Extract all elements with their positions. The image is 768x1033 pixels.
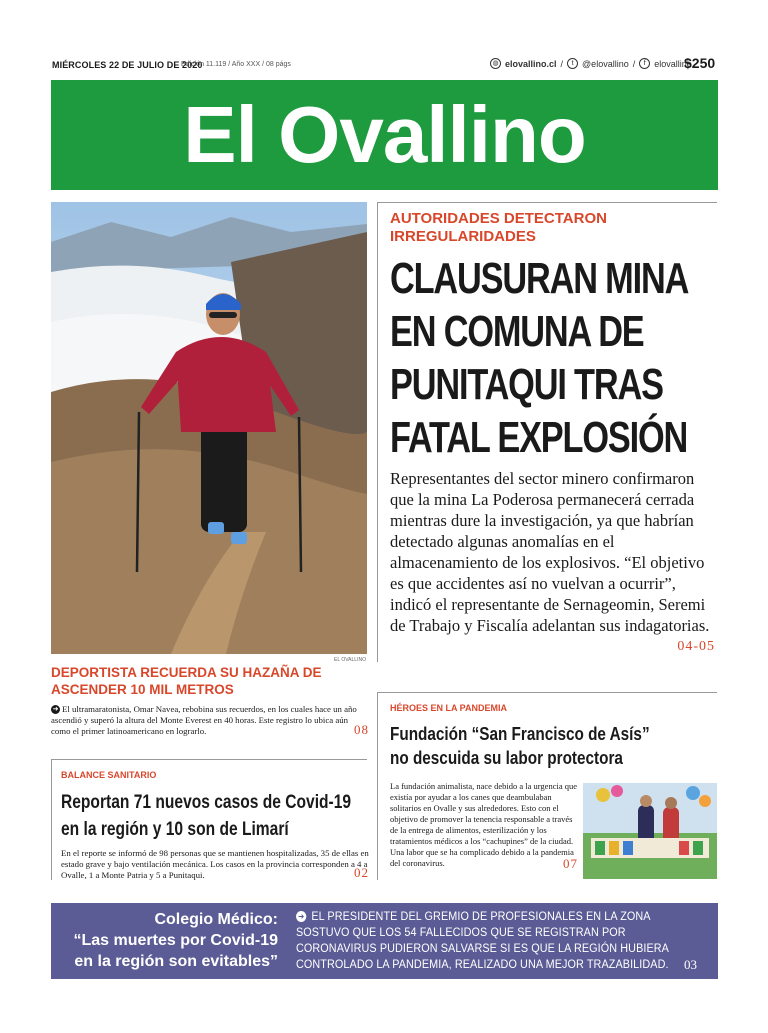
athlete-body: El ultramaratonista, Omar Navea, rebobina sus recuerdos, en los cuales hace un año ascendió y superó la altura del Monte Everest en 40 horas. Este registro lo ubica aún como el primer latinoamericano en lograrlo.: [51, 704, 357, 736]
covid-headline-line: Reportan 71 nuevos casos de Covid-19: [61, 792, 352, 813]
covid-kicker: BALANCE SANITARIO: [61, 770, 157, 780]
banner-page-ref[interactable]: 03: [684, 957, 697, 972]
lead-body-text: Representantes del sector minero confirmaron que la mina La Poderosa permanecerá cerrada mientras dure la investigación, ya que habrían detectado algunas anomalías en el almacenamiento de los explosivos. “El objetivo es que accidentes así no vuelvan a ocurrir”, indicó el representante de Sernageomin, Seremi de Trabajo y Fiscalía adelantan sus indagatorias.: [390, 469, 710, 635]
lead-kicker: [390, 210, 710, 246]
arrow-right-icon: ➜: [297, 912, 305, 922]
athlete-headline[interactable]: DEPORTISTA RECUERDA SU HAZAÑA DE ASCENDER 10 MIL METROS: [51, 665, 322, 697]
website-link[interactable]: elovallino.cl: [505, 58, 557, 69]
covid-headline[interactable]: [61, 789, 373, 843]
foundation-body: [390, 781, 578, 869]
covid-headline-line: en la región y 10 son de Limarí: [61, 819, 289, 840]
foundation-headline[interactable]: [390, 722, 671, 770]
social-links: ◍ elovallino.cl / t @elovallino / f elovallino: [490, 58, 692, 69]
lead-headline-line: CLAUSURAN MINA: [390, 254, 689, 303]
lead-divider-vertical: [377, 202, 378, 662]
covid-body: [61, 848, 369, 881]
covid-divider: [51, 759, 367, 760]
lead-kicker-line: AUTORIDADES DETECTARON: [390, 210, 607, 227]
lead-divider: [377, 202, 717, 203]
lead-headline-line: PUNITAQUI TRAS: [390, 360, 663, 409]
facebook-icon: f: [639, 58, 650, 69]
masthead: [51, 80, 718, 190]
banner-headline-line: Colegio Médico:: [154, 911, 278, 928]
foundation-headline-line: Fundación “San Francisco de Asís”: [390, 724, 650, 744]
foundation-headline-line: no descuida su labor protectora: [390, 748, 623, 768]
edition-info: Edición 11.119 / Año XXX / 08 págs: [181, 61, 291, 68]
lead-page-ref[interactable]: 04-05: [677, 639, 715, 654]
newspaper-title: El Ovallino: [183, 90, 586, 179]
athlete-photo[interactable]: [51, 202, 367, 654]
lead-headline-line: EN COMUNA DE: [390, 307, 644, 356]
lead-body: [390, 468, 715, 657]
foundation-page-ref[interactable]: 07: [563, 856, 578, 871]
facebook-handle[interactable]: elovallino: [654, 58, 692, 69]
covid-divider-vertical: [51, 759, 52, 880]
price: $250: [684, 55, 716, 71]
athlete-page-ref[interactable]: 08: [354, 722, 369, 737]
foundation-body-text: La fundación animalista, nace debido a la urgencia que existía por ayudar a los canes que deambulaban solitarios en Ovalle y sus alrededores. Esto con el objetivo de promover la tenencia responsable a través de la entrega de alimentos, esterilización y los tratamientos médicos a los “cachupines” de la ciudad. Una labor que se ha complicado debido a la pandemia del coronavirus.: [390, 781, 577, 868]
foundation-illustration: [583, 783, 717, 879]
issue-date: MIÉRCOLES 22 DE JULIO DE 2020: [52, 60, 203, 70]
covid-body-text: En el reporte se informó de 98 personas que se mantienen hospitalizadas, 35 de ellas en estado grave y bajo ventilación mecánica. Los casos en la provincia corresponden a 4 a Ovalle, 1 a Monte Patria y 5 a Punitaqui.: [61, 848, 369, 880]
lead-kicker-line: IRREGULARIDADES: [390, 228, 536, 245]
covid-page-ref[interactable]: 02: [354, 865, 369, 880]
foundation-divider-vertical: [377, 692, 378, 880]
hiker-illustration: [51, 202, 367, 654]
globe-icon: ◍: [490, 58, 501, 69]
foundation-photo[interactable]: [583, 783, 717, 879]
foundation-divider: [377, 692, 717, 693]
athlete-summary: [51, 704, 369, 737]
banner-body-text: EL PRESIDENTE DEL GREMIO DE PROFESIONALES EN LA ZONA SOSTUVO QUE LOS 54 FALLECIDOS QUE SE REGISTRAN POR CORONAVIRUS PUDIERON SALVARSE SI ES QUE LA REGIÓN HUBIERA CONTROLADO LA PANDEMIA, REALIZADO UNA MEJOR TRAZABILIDAD.: [296, 911, 669, 971]
twitter-handle[interactable]: @elovallino: [582, 58, 629, 69]
banner-headline-line: “Las muertes por Covid-19: [73, 932, 278, 949]
banner-headline-line: en la región son evitables”: [74, 953, 278, 970]
foundation-kicker: HÉROES EN LA PANDEMIA: [390, 703, 508, 713]
banner-headline[interactable]: [58, 909, 278, 972]
photo-credit: EL OVALLINO: [334, 657, 366, 663]
banner-summary: [296, 909, 691, 973]
arrow-right-icon: ➜: [52, 705, 59, 714]
twitter-icon: t: [567, 58, 578, 69]
lead-headline-line: FATAL EXPLOSIÓN: [390, 413, 688, 462]
lead-headline[interactable]: [390, 252, 689, 464]
